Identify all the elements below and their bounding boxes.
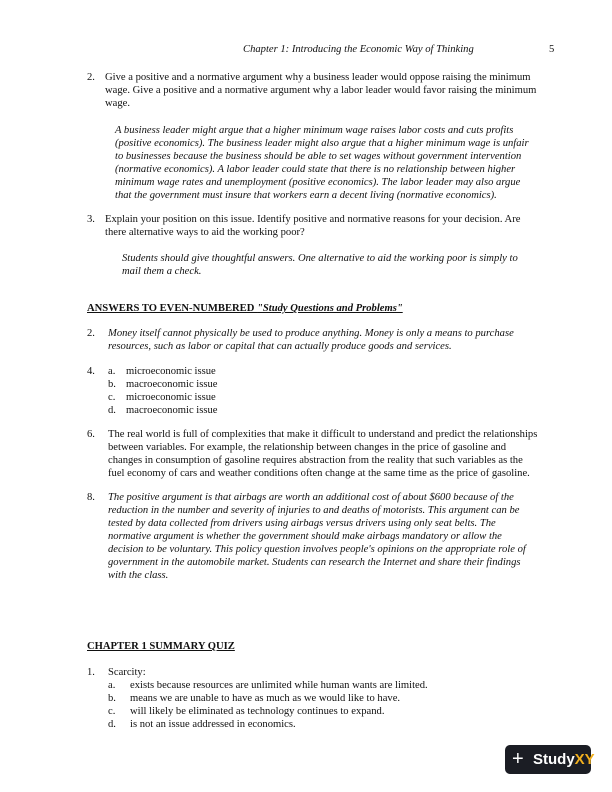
answer-number: 4. — [87, 366, 95, 377]
answer-line: Students should give thoughtful answers. One alternative to aid the working poor is simply to — [122, 253, 518, 264]
answer-line: (positive economics). The business leader might also argue that a higher minimum wage is unfair — [115, 138, 529, 149]
list-item: d. macroeconomic issue — [108, 405, 218, 416]
question-line: wage. Give a positive and a normative argument why a labor leader would favor raising the minimum — [105, 85, 537, 96]
answer-line: The positive argument is that airbags are worth an additional cost of about $600 because of the — [108, 492, 514, 503]
question-line: Give a positive and a normative argument why a business leader would oppose raising the minimum — [105, 72, 531, 83]
question-number: 2. — [87, 72, 95, 83]
answer-option: d. is not an issue addressed in economics. — [108, 719, 296, 730]
list-item: b. macroeconomic issue — [108, 379, 218, 390]
answer-line: tested by data collected from drivers using airbags versus drivers using only seat belts. The — [108, 518, 496, 529]
answer-option: c. will likely be eliminated as technology continues to expand. — [108, 706, 385, 717]
answer-option: a. exists because resources are unlimited while human wants are limited. — [108, 680, 428, 691]
question-stem: Scarcity: — [108, 667, 146, 678]
list-item: a. microeconomic issue — [108, 366, 216, 377]
answers-heading-prefix: ANSWERS TO EVEN-NUMBERED — [87, 303, 258, 314]
question-line: wage. — [105, 98, 130, 109]
answer-line: Money itself cannot physically be used to produce anything. Money is only a means to purchase — [108, 328, 514, 339]
answers-heading — [87, 302, 403, 315]
answer-line: resources, such as labor or capital that can actually produce goods and services. — [108, 341, 452, 352]
answer-line: to businesses because the business should be able to set wages without government intervention — [115, 151, 522, 162]
answer-line: mail them a check. — [122, 266, 202, 277]
answer-line: decision to be voluntary. This policy question involves people's opinions on the appropriate role of — [108, 544, 526, 555]
answer-line: The real world is full of complexities that make it difficult to understand and predict the relationships — [108, 429, 538, 440]
answer-line: that the government must insure that workers earn a decent living (normative economics). — [115, 190, 497, 201]
answer-option: b. means we are unable to have as much as we would like to have. — [108, 693, 401, 704]
page-header — [0, 43, 612, 57]
answer-line: changes in consumption of gasoline requires abstraction from the reality that such variables as the — [108, 455, 523, 466]
list-item: c. microeconomic issue — [108, 392, 216, 403]
answer-line: A business leader might argue that a higher minimum wage raises labor costs and cuts profits — [115, 125, 514, 136]
answer-line: fuel economy of cars and weather conditions often change at the same time as the price of gasoline. — [108, 468, 530, 479]
question-number: 1. — [87, 667, 95, 678]
page-number: 5 — [549, 44, 555, 55]
question-line: there alternative ways to aid the working poor? — [105, 227, 305, 238]
answer-line: normative argument is whether the government should make airbags mandatory or allow the — [108, 531, 502, 542]
logo-wordmark: StudyXY — [533, 751, 595, 768]
answer-number: 8. — [87, 492, 95, 503]
answers-heading-title: "Study Questions and Problems" — [257, 303, 403, 314]
answer-number: 2. — [87, 328, 95, 339]
plus-icon: + — [512, 748, 524, 770]
quiz-heading: CHAPTER 1 SUMMARY QUIZ — [87, 641, 235, 652]
answer-line: between variables. For example, the relationship between changes in the price of gasoline and — [108, 442, 507, 453]
answer-number: 6. — [87, 429, 95, 440]
chapter-title: Chapter 1: Introducing the Economic Way of Thinking — [243, 44, 474, 55]
answer-line: government in the automobile market. Students can research the Internet and share their findings — [108, 557, 521, 568]
answer-line: minimum wage rates and unemployment (positive economics). The labor leader may also argue — [115, 177, 521, 188]
studyxy-logo[interactable] — [505, 745, 595, 774]
question-number: 3. — [87, 214, 95, 225]
question-line: Explain your position on this issue. Identify positive and normative reasons for your decision. Are — [105, 214, 521, 225]
answer-line: (normative economics). A labor leader could state that there is no relationship between higher — [115, 164, 516, 175]
answer-line: with the class. — [108, 570, 169, 581]
answer-line: reduction in the number and severity of injuries to and deaths of motorists. This argument can be — [108, 505, 520, 516]
